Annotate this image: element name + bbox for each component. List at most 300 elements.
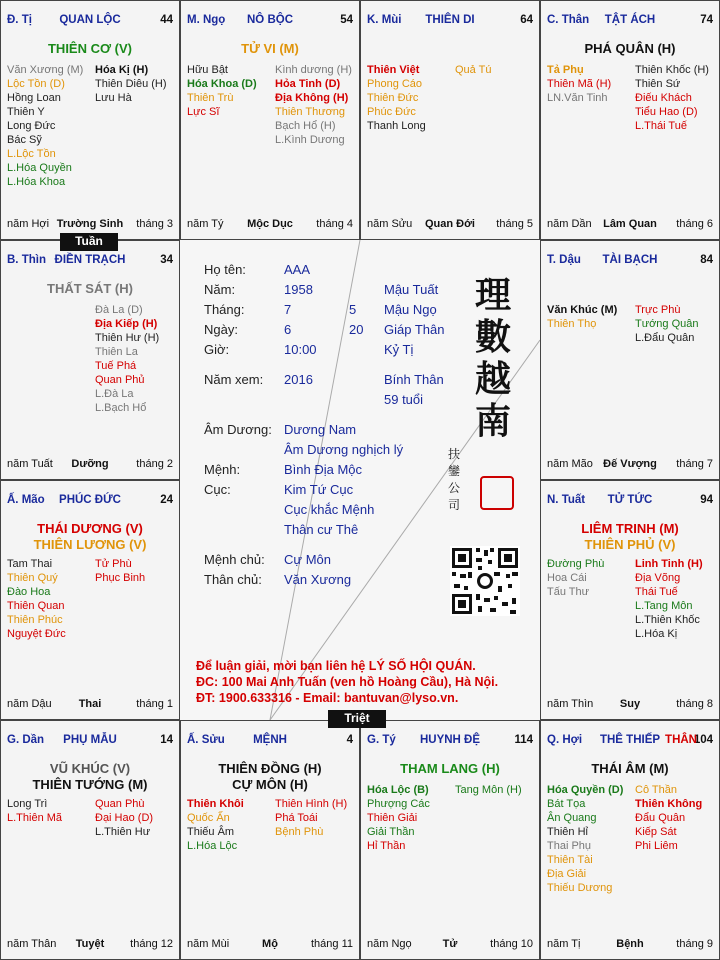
calligraphy-char: 數 — [474, 316, 511, 358]
minor-stars-left — [7, 557, 66, 641]
palace-year: năm Tị — [547, 938, 581, 950]
minor-star: Văn Xương (M) — [7, 64, 84, 76]
year-canchi: Mậu Tuất — [384, 282, 439, 297]
minor-star: Bác Sỹ — [7, 134, 42, 146]
minor-star: Thiên Quan — [7, 600, 65, 612]
palace-stage: Quan Đới — [425, 218, 475, 230]
hour-canchi: Kỷ Tị — [384, 342, 414, 357]
palace-age: 74 — [700, 14, 713, 26]
month-canchi: Mậu Ngọ — [384, 302, 437, 317]
palace-month: tháng 10 — [490, 938, 533, 950]
month-lunar: 5 — [349, 302, 357, 317]
seal-text: 扶鑾公司 — [447, 447, 460, 512]
palace-footer — [7, 458, 173, 472]
minor-star: Lưu Hà — [95, 92, 132, 104]
cuc-label: Cục: — [204, 482, 231, 497]
month-label: Tháng: — [204, 302, 245, 317]
contact-phone-email[interactable]: ĐT: 1900.633316 - Email: bantuvan@lyso.vn. — [196, 691, 459, 705]
main-star: VŨ KHÚC (V) — [49, 761, 131, 776]
palace-footer — [7, 218, 173, 232]
palace-name: NÔ BỘC — [247, 14, 293, 26]
view-year-canchi: Bính Thân — [384, 372, 444, 387]
minor-stars-right — [95, 63, 167, 105]
palace-month: tháng 6 — [676, 218, 713, 230]
palace-footer — [547, 458, 713, 472]
main-stars — [361, 761, 539, 777]
minor-star: Lực Sĩ — [187, 106, 220, 118]
minor-star: Thiên Hỉ — [547, 826, 588, 838]
main-stars — [1, 41, 179, 57]
minor-star: Long Đức — [7, 120, 56, 132]
minor-star: Phá Toái — [275, 812, 318, 824]
minor-stars-right — [635, 63, 709, 133]
minor-star: Tuế Phá — [95, 360, 137, 372]
palace-age: 34 — [160, 254, 173, 266]
minor-stars-left — [187, 797, 244, 853]
palace-branch: T. Dậu — [547, 254, 581, 266]
minor-star: Quốc Ấn — [187, 812, 230, 824]
minor-star: Thiên Thương — [275, 106, 346, 118]
minor-star: L.Hóa Kị — [635, 628, 678, 640]
main-stars — [541, 761, 719, 777]
red-seal-stamp — [480, 476, 514, 510]
minor-star: Tiểu Hao (D) — [635, 106, 698, 118]
minor-stars-right — [635, 557, 703, 641]
palace-branch: Ấ. Mão — [7, 494, 45, 506]
main-stars — [1, 281, 179, 297]
palace-stage: Mộ — [262, 938, 278, 950]
qr-code-icon[interactable] — [450, 546, 520, 616]
palace-age: 54 — [340, 14, 353, 26]
palace-year: năm Tý — [187, 218, 224, 230]
main-star: THÁI ÂM (M) — [591, 761, 669, 776]
palace-year: năm Thìn — [547, 698, 594, 710]
palace-age: 44 — [160, 14, 173, 26]
palace-footer — [547, 218, 713, 232]
minor-star: L.Thái Tuế — [635, 120, 687, 132]
year-value: 1958 — [284, 282, 313, 297]
minor-star: Đà La (D) — [95, 304, 143, 316]
minor-star: Phượng Các — [367, 798, 430, 810]
minor-star: Địa Không (H) — [275, 92, 349, 104]
palace-name: HUYNH ĐỆ — [419, 734, 481, 746]
minor-star: Tử Phù — [95, 558, 132, 570]
palace-dan[interactable] — [0, 720, 180, 960]
calligraphy-char: 理 — [474, 274, 511, 316]
minor-star: Lộc Tồn (D) — [7, 78, 65, 90]
palace-branch: Ấ. Sửu — [187, 734, 225, 746]
minor-star: Bạch Hổ (H) — [275, 120, 336, 132]
palace-age: 94 — [700, 494, 713, 506]
minor-star: Đẩu Quân — [635, 812, 686, 824]
palace-suu[interactable] — [180, 720, 360, 960]
day-lunar: 20 — [349, 322, 364, 337]
minor-star: Thanh Long — [367, 120, 426, 132]
palace-name: MỆNH — [253, 734, 287, 746]
menh-chu-label: Mệnh chủ: — [204, 552, 265, 567]
palace-branch: M. Ngọ — [187, 14, 226, 26]
minor-star: Tang Môn (H) — [455, 784, 522, 796]
minor-stars-left — [547, 783, 623, 895]
minor-star: Địa Kiếp (H) — [95, 318, 158, 330]
minor-star: Hỏa Tinh (D) — [275, 78, 341, 90]
palace-year: năm Dần — [547, 218, 592, 230]
palace-stage: Tuyệt — [75, 938, 105, 950]
day-value: 6 — [284, 322, 292, 337]
palace-year: năm Mão — [547, 458, 593, 470]
minor-star: Tả Phụ — [547, 64, 584, 76]
palace-month: tháng 12 — [130, 938, 173, 950]
minor-star: Quan Phủ — [95, 374, 145, 386]
month-value: 7 — [284, 302, 292, 317]
palace-dau[interactable] — [540, 240, 720, 480]
palace-year: năm Sửu — [367, 218, 413, 230]
minor-star: L.Đà La — [95, 388, 134, 400]
cuc-value: Kim Tứ Cục — [284, 482, 354, 497]
minor-star: Thiên Diêu (H) — [95, 78, 167, 90]
palace-stage: Trường Sinh — [56, 218, 124, 230]
contact-info — [196, 658, 526, 706]
minor-star: Thiên Giải — [367, 812, 418, 824]
palace-month: tháng 11 — [310, 938, 353, 950]
tuan-tag: Tuần — [60, 233, 118, 251]
minor-star: LN.Văn Tinh — [547, 92, 608, 104]
minor-stars-right — [635, 303, 699, 345]
minor-star: Bát Tọa — [547, 798, 586, 810]
minor-star: L.Hóa Khoa — [7, 176, 66, 188]
palace-name: TẬT ÁCH — [604, 14, 656, 26]
minor-stars-right — [455, 783, 522, 797]
minor-star: Đào Hoa — [7, 586, 51, 598]
minor-star: L.Thiên Khốc — [635, 614, 700, 626]
main-star: THIÊN CƠ (V) — [47, 41, 133, 56]
minor-star: Quan Phù — [95, 798, 145, 810]
palace-footer — [187, 938, 353, 952]
palace-name: PHÚC ĐỨC — [59, 494, 121, 506]
palace-month: tháng 5 — [496, 218, 533, 230]
day-label: Ngày: — [204, 322, 238, 337]
calligraphy-char: 南 — [474, 400, 511, 442]
minor-star: L.Bạch Hổ — [95, 402, 147, 414]
palace-branch: G. Tý — [367, 734, 396, 746]
than-marker: THÂN — [665, 734, 697, 746]
center-info-panel — [180, 240, 540, 720]
main-stars — [181, 41, 359, 57]
minor-star: Thiên Tài — [547, 854, 593, 866]
palace-header — [547, 494, 713, 508]
palace-branch: G. Dần — [7, 734, 45, 746]
palace-tuat[interactable] — [540, 480, 720, 720]
palace-header — [187, 14, 353, 28]
calligraphy-char: 越 — [474, 358, 511, 400]
contact-line: Để luận giải, mời bạn liên hệ LÝ SỐ HỘI QUÁN. — [196, 659, 476, 673]
minor-star: L.Tang Môn — [635, 600, 693, 612]
palace-age: 14 — [160, 734, 173, 746]
palace-stage: Bệnh — [616, 938, 644, 950]
hour-label: Giờ: — [204, 342, 230, 357]
minor-star: Thiên Trù — [187, 92, 234, 104]
palace-month: tháng 1 — [136, 698, 173, 710]
minor-star: Thiếu Âm — [187, 826, 235, 838]
palace-footer — [7, 938, 173, 952]
palace-branch: Q. Hợi — [547, 734, 583, 746]
minor-star: Long Trì — [7, 798, 48, 810]
minor-star: Địa Võng — [635, 572, 681, 584]
palace-mao[interactable] — [0, 480, 180, 720]
palace-than[interactable] — [540, 0, 720, 240]
palace-footer — [367, 938, 533, 952]
palace-header — [7, 494, 173, 508]
palace-header — [7, 254, 173, 268]
minor-star: Thiên Quý — [7, 572, 58, 584]
palace-branch: B. Thìn — [7, 254, 46, 266]
palace-name: ĐIỀN TRẠCH — [54, 254, 126, 266]
main-star: THIÊN ĐỒNG (H) — [218, 761, 322, 776]
palace-name: THÊ THIẾP — [599, 734, 661, 746]
palace-age: 24 — [160, 494, 173, 506]
minor-stars-left — [367, 63, 426, 133]
year-label: Năm: — [204, 282, 236, 297]
row-am-duong-2 — [204, 440, 534, 460]
minor-stars-right — [95, 557, 145, 585]
palace-year: năm Dậu — [7, 698, 52, 710]
minor-star: Thiên Khôi — [187, 798, 244, 810]
minor-star: Thiên Hư (H) — [95, 332, 160, 344]
palace-footer — [7, 698, 173, 712]
minor-star: Địa Giải — [547, 868, 587, 880]
main-star: THAM LANG (H) — [400, 761, 500, 776]
name-label: Họ tên: — [204, 262, 246, 277]
main-star: TỬ VI (M) — [241, 41, 299, 56]
minor-star: Hỉ Thần — [367, 840, 406, 852]
minor-star: Linh Tinh (H) — [635, 558, 703, 570]
minor-star: Giải Thần — [367, 826, 415, 838]
minor-star: L.Đẩu Quân — [635, 332, 695, 344]
palace-year: năm Ngọ — [367, 938, 412, 950]
menh-label: Mệnh: — [204, 462, 241, 477]
am-duong-note: Âm Dương nghịch lý — [284, 442, 404, 457]
palace-header — [547, 254, 713, 268]
palace-branch: Đ. Tị — [7, 14, 32, 26]
palace-name: QUAN LỘC — [59, 14, 121, 26]
main-star: THIÊN TƯỚNG (M) — [32, 777, 148, 792]
minor-star: Hồng Loan — [7, 92, 61, 104]
palace-year: năm Thân — [7, 938, 57, 950]
main-stars — [541, 521, 719, 553]
palace-header — [367, 14, 533, 28]
menh-chu-value: Cự Môn — [284, 552, 331, 567]
name-value: AAA — [284, 262, 311, 277]
minor-star: Ân Quang — [547, 812, 597, 824]
triet-tag: Triệt — [328, 710, 386, 728]
palace-age: 4 — [346, 734, 353, 746]
minor-star: Thiên Không — [635, 798, 703, 810]
palace-thin[interactable] — [0, 240, 180, 480]
minor-star: Tấu Thư — [547, 586, 590, 598]
cuc-note: Cục khắc Mệnh — [284, 502, 375, 517]
minor-star: Thiên La — [95, 346, 138, 358]
minor-star: Thiếu Dương — [547, 882, 613, 894]
menh-value: Bình Địa Mộc — [284, 462, 363, 477]
palace-footer — [367, 218, 533, 232]
palace-branch: C. Thân — [547, 14, 590, 26]
palace-header — [547, 14, 713, 28]
palace-mui[interactable] — [360, 0, 540, 240]
minor-star: Phi Liêm — [635, 840, 678, 852]
view-year-label: Năm xem: — [204, 372, 264, 387]
main-star: PHÁ QUÂN (H) — [584, 41, 676, 56]
minor-stars-right — [275, 63, 352, 147]
palace-ti[interactable] — [0, 0, 180, 240]
minor-star: Thiên Khốc (H) — [635, 64, 709, 76]
palace-month: tháng 9 — [676, 938, 713, 950]
palace-stage: Suy — [619, 698, 641, 710]
minor-stars-right — [455, 63, 492, 77]
minor-star: Nguyệt Đức — [7, 628, 66, 640]
minor-star: Hữu Bật — [187, 64, 228, 76]
calligraphy-logo — [468, 274, 518, 442]
minor-star: Thiên Y — [7, 106, 45, 118]
palace-stage: Đế Vượng — [603, 458, 657, 470]
palace-stage: Mộc Dục — [247, 218, 293, 230]
contact-address: ĐC: 100 Mai Anh Tuấn (ven hồ Hoàng Cầu), Hà Nội. — [196, 675, 499, 689]
palace-month: tháng 8 — [676, 698, 713, 710]
minor-star: L.Hóa Lộc — [187, 840, 238, 852]
palace-name: TỬ TỨC — [607, 494, 653, 506]
minor-star: Thiên Đức — [367, 92, 419, 104]
minor-star: Trực Phù — [635, 304, 681, 316]
palace-header — [7, 734, 173, 748]
palace-name: TÀI BẠCH — [602, 254, 658, 266]
than-chu-label: Thân chủ: — [204, 572, 262, 587]
minor-stars-left — [547, 303, 617, 331]
minor-star: Quả Tú — [455, 64, 492, 76]
row-cuc-3 — [204, 520, 534, 540]
palace-name: THIÊN DI — [425, 14, 475, 26]
palace-header — [187, 734, 353, 748]
main-star: THIÊN LƯƠNG (V) — [33, 537, 147, 552]
palace-month: tháng 3 — [136, 218, 173, 230]
palace-footer — [187, 218, 353, 232]
minor-star: Đường Phù — [547, 558, 605, 570]
minor-star: Thiên Hình (H) — [275, 798, 348, 810]
palace-stage: Dưỡng — [71, 458, 109, 470]
palace-age: 114 — [514, 734, 533, 746]
minor-star: Cô Thần — [635, 784, 677, 796]
minor-star: Thái Tuế — [635, 586, 678, 598]
palace-month: tháng 2 — [136, 458, 173, 470]
minor-star: Đại Hao (D) — [95, 812, 154, 824]
palace-branch: N. Tuất — [547, 494, 586, 506]
minor-stars-left — [547, 557, 604, 599]
minor-star: Hóa Lộc (B) — [367, 784, 429, 796]
minor-star: Kiếp Sát — [635, 826, 677, 838]
minor-stars-left — [7, 63, 83, 189]
palace-ty[interactable] — [360, 720, 540, 960]
palace-age: 64 — [520, 14, 533, 26]
minor-star: Thiên Thọ — [547, 318, 597, 330]
minor-star: L.Hóa Quyền — [7, 162, 72, 174]
minor-star: Phục Binh — [95, 572, 146, 584]
palace-hoi[interactable] — [540, 720, 720, 960]
minor-stars-right — [95, 797, 153, 839]
minor-star: Tam Thai — [7, 558, 53, 570]
minor-stars-left — [7, 797, 62, 825]
minor-star: Thiên Phúc — [7, 614, 63, 626]
palace-age: 84 — [700, 254, 713, 266]
hour-value: 10:00 — [284, 342, 317, 357]
main-star: THẤT SÁT (H) — [47, 281, 133, 296]
view-year-value: 2016 — [284, 372, 313, 387]
palace-year: năm Tuất — [7, 458, 53, 470]
minor-star: Tướng Quân — [635, 318, 699, 330]
palace-year: năm Mùi — [187, 938, 230, 950]
minor-star: L.Kình Dương — [275, 134, 345, 146]
minor-star: Hoa Cái — [547, 572, 587, 584]
minor-star: Hóa Khoa (D) — [187, 78, 257, 90]
minor-star: Phúc Đức — [367, 106, 416, 118]
palace-header — [367, 734, 533, 748]
main-stars — [541, 41, 719, 57]
main-star: LIÊM TRINH (M) — [581, 521, 679, 536]
minor-star: Thiên Việt — [367, 64, 420, 76]
palace-header — [547, 734, 713, 748]
minor-star: Văn Khúc (M) — [547, 304, 618, 316]
minor-star: Bệnh Phù — [275, 826, 324, 838]
main-star: THIÊN PHỦ (V) — [584, 537, 676, 552]
age-value: 59 tuổi — [384, 392, 424, 407]
minor-star: L.Thiên Hư — [95, 826, 151, 838]
minor-star: L.Thiên Mã — [7, 812, 63, 824]
minor-star: Thai Phụ — [547, 840, 592, 852]
minor-star: Hóa Kị (H) — [95, 64, 149, 76]
minor-star: Điếu Khách — [635, 92, 692, 104]
am-duong-value: Dương Nam — [284, 422, 357, 437]
palace-ngo[interactable] — [180, 0, 360, 240]
palace-stage: Tử — [442, 938, 458, 950]
minor-star: Thiên Mã (H) — [547, 78, 612, 90]
palace-header — [7, 14, 173, 28]
day-canchi: Giáp Thân — [384, 322, 445, 337]
palace-month: tháng 7 — [676, 458, 713, 470]
palace-branch: K. Mùi — [367, 14, 402, 26]
palace-stage: Thai — [78, 698, 102, 710]
minor-stars-right — [95, 303, 159, 415]
palace-year: năm Hợi — [7, 218, 50, 230]
minor-stars-left — [547, 63, 611, 105]
palace-name: PHỤ MẪU — [63, 734, 117, 746]
palace-footer — [547, 698, 713, 712]
minor-star: Phong Cáo — [367, 78, 423, 90]
main-stars — [1, 521, 179, 553]
minor-stars-left — [187, 63, 257, 119]
am-duong-label: Âm Dương: — [204, 422, 272, 437]
than-chu-value: Văn Xương — [284, 572, 352, 587]
palace-month: tháng 4 — [316, 218, 353, 230]
palace-footer — [547, 938, 713, 952]
palace-age: 104 — [693, 734, 713, 746]
minor-star: Kình dương (H) — [275, 64, 352, 76]
main-stars — [181, 761, 359, 793]
palace-stage: Lâm Quan — [603, 218, 657, 230]
main-stars — [1, 761, 179, 793]
than-cu-note: Thân cư Thê — [284, 522, 359, 537]
minor-stars-left — [367, 783, 430, 853]
minor-star: Hóa Quyền (D) — [547, 784, 624, 796]
main-star: THÁI DƯƠNG (V) — [37, 521, 143, 536]
minor-star: Thiên Sứ — [635, 78, 681, 90]
minor-star: L.Lộc Tồn — [7, 148, 56, 160]
